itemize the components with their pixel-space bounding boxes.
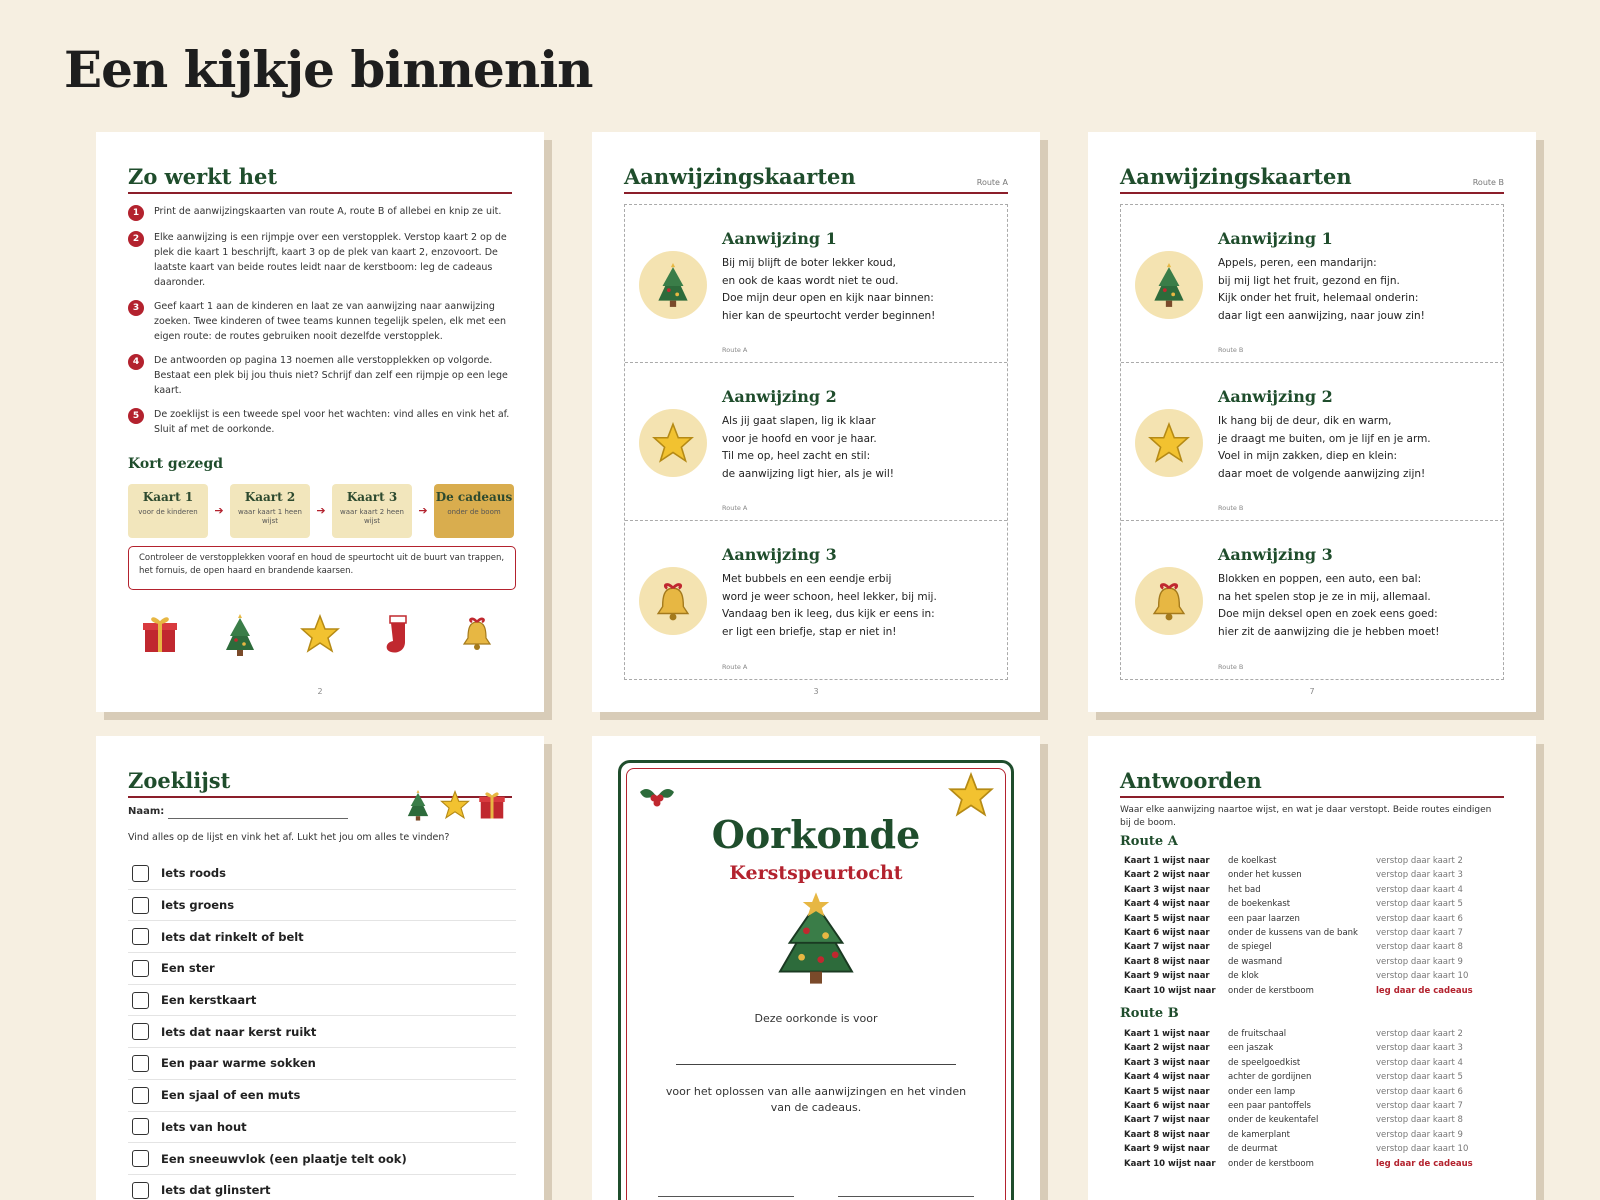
- checklist-item[interactable]: [128, 890, 516, 922]
- route-b-heading: Route B: [1120, 1006, 1179, 1021]
- steps-list: [128, 204, 516, 446]
- page-number: 7: [1309, 687, 1315, 696]
- page-oorkonde: [592, 736, 1040, 1200]
- flow-box-sub: voor de kinderen: [138, 508, 198, 516]
- star-icon: [440, 790, 470, 820]
- icon-circle: [1135, 251, 1203, 319]
- hiding-place: de kamerplant: [1228, 1129, 1290, 1140]
- checkbox[interactable]: [132, 1087, 149, 1104]
- star-icon: [300, 614, 340, 654]
- checklist-label: Een ster: [161, 961, 215, 976]
- table-row: [1124, 856, 1504, 870]
- action: verstop daar kaart 4: [1376, 884, 1463, 895]
- checklist-label: Een sneeuwvlok (een plaatje telt ook): [161, 1151, 407, 1166]
- checklist-label: Iets groens: [161, 898, 235, 913]
- action: verstop daar kaart 5: [1376, 1072, 1463, 1083]
- card-route-label: Route B: [1218, 504, 1244, 512]
- action: verstop daar kaart 6: [1376, 913, 1463, 924]
- certificate-subtitle: Kerstspeurtocht: [729, 862, 903, 884]
- certificate-for-text: Deze oorkonde is voor: [754, 1012, 878, 1025]
- action: verstop daar kaart 3: [1376, 1043, 1463, 1054]
- safety-note: Controleer de verstopplekken vooraf en houd de speurtocht uit de buurt van trappen, het fornuis, de open haard en brandende kaarsen.: [128, 546, 516, 590]
- flow-box: [332, 484, 412, 538]
- answers-intro: Waar elke aanwijzing naartoe wijst, en wat je daar verstopt. Beide routes eindigen bij de boom.: [1120, 805, 1492, 828]
- certificate-name-line[interactable]: [676, 1064, 956, 1065]
- step-item: [128, 353, 516, 398]
- step-number: 4: [128, 354, 144, 370]
- page-header: [1120, 160, 1504, 194]
- arrow-right-icon: ➔: [214, 504, 224, 517]
- card-label: Kaart 5 wijst naar: [1124, 1086, 1210, 1097]
- zoeklijst-intro: Vind alles op de lijst en vink het af. Lukt het jou om alles te vinden?: [128, 832, 450, 843]
- clue-title: Aanwijzing 3: [722, 545, 837, 564]
- card-label: Kaart 10 wijst naar: [1124, 1158, 1216, 1169]
- clue-line: Doe mijn deksel open en zoek eens goed:: [1218, 608, 1438, 620]
- flow-box: [128, 484, 208, 538]
- card-route-label: Route A: [722, 663, 748, 671]
- card-label: Kaart 7 wijst naar: [1124, 942, 1210, 953]
- icon-circle: [639, 409, 707, 477]
- card-label: Kaart 7 wijst naar: [1124, 1115, 1210, 1126]
- checkbox[interactable]: [132, 992, 149, 1009]
- hiding-place: de speelgoedkist: [1228, 1057, 1301, 1068]
- step-item: [128, 299, 516, 344]
- clue-cards: [1120, 204, 1504, 680]
- hiding-place: een paar pantoffels: [1228, 1100, 1311, 1111]
- clue-line: Ik hang bij de deur, dik en warm,: [1218, 415, 1392, 427]
- step-number: 2: [128, 231, 144, 247]
- table-row: [1124, 1029, 1504, 1043]
- clue-card: [625, 363, 1007, 521]
- clue-text: [722, 571, 997, 641]
- table-row: [1124, 957, 1504, 971]
- clue-card: [625, 521, 1007, 679]
- hiding-place: de deurmat: [1228, 1144, 1278, 1155]
- card-label: Kaart 4 wijst naar: [1124, 1072, 1210, 1083]
- flow-diagram: [128, 484, 516, 538]
- checklist-label: Een kerstkaart: [161, 993, 257, 1008]
- tree-icon: [222, 614, 258, 658]
- flow-box-sub: waar kaart 2 heen wijst: [340, 508, 404, 525]
- page-number: 3: [813, 687, 819, 696]
- step-number: 3: [128, 300, 144, 316]
- page-title: Aanwijzingskaarten: [1120, 164, 1352, 189]
- action: verstop daar kaart 9: [1376, 1129, 1463, 1140]
- tree-icon: [1149, 263, 1189, 309]
- checkbox[interactable]: [132, 1182, 149, 1199]
- header-icons: [404, 790, 508, 824]
- card-label: Kaart 8 wijst naar: [1124, 956, 1210, 967]
- clue-title: Aanwijzing 3: [1218, 545, 1333, 564]
- icon-circle: [1135, 567, 1203, 635]
- card-route-label: Route A: [722, 346, 748, 354]
- route-a-heading: Route A: [1120, 834, 1178, 849]
- checklist-item[interactable]: [128, 1048, 516, 1080]
- clue-title: Aanwijzing 2: [1218, 387, 1333, 406]
- checklist-item[interactable]: [128, 1143, 516, 1175]
- table-row: [1124, 899, 1504, 913]
- page-title: Antwoorden: [1120, 768, 1262, 793]
- flow-box-final: [434, 484, 514, 538]
- checklist: [128, 858, 516, 1200]
- tree-icon: [772, 890, 860, 986]
- clue-card: [1121, 363, 1503, 521]
- step-item: [128, 204, 516, 221]
- table-row: [1124, 1043, 1504, 1057]
- checklist-label: Iets dat naar kerst ruikt: [161, 1024, 317, 1039]
- table-row: [1124, 971, 1504, 985]
- clue-line: je draagt me buiten, om je lijf en je arm.: [1218, 432, 1431, 445]
- clue-line: hier zit de aanwijzing die je hebben moet!: [1218, 625, 1440, 638]
- action: verstop daar kaart 7: [1376, 927, 1463, 938]
- action: verstop daar kaart 3: [1376, 870, 1463, 881]
- checkbox[interactable]: [132, 897, 149, 914]
- icon-circle: [1135, 409, 1203, 477]
- name-label: Naam:: [128, 806, 165, 817]
- checklist-item[interactable]: [128, 1175, 516, 1200]
- action: verstop daar kaart 6: [1376, 1086, 1463, 1097]
- checklist-label: Iets dat rinkelt of belt: [161, 929, 304, 944]
- page-header: [1120, 764, 1504, 798]
- hiding-place: onder de keukentafel: [1228, 1115, 1319, 1126]
- card-route-label: Route B: [1218, 663, 1244, 671]
- gift-icon: [478, 790, 506, 820]
- hiding-place: de fruitschaal: [1228, 1029, 1287, 1039]
- clue-line: word je weer schoon, heel lekker, bij mij.: [722, 590, 937, 603]
- action: verstop daar kaart 7: [1376, 1100, 1463, 1111]
- clue-title: Aanwijzing 2: [722, 387, 837, 406]
- step-item: [128, 230, 516, 290]
- page-route-b: [1088, 132, 1536, 712]
- star-icon: [1148, 422, 1190, 464]
- action: verstop daar kaart 10: [1376, 971, 1469, 982]
- action: verstop daar kaart 9: [1376, 956, 1463, 967]
- hiding-place: onder de kerstboom: [1228, 985, 1314, 996]
- route-b-table: [1124, 1029, 1504, 1173]
- table-row: [1124, 1072, 1504, 1086]
- action: leg daar de cadeaus: [1376, 985, 1473, 996]
- clue-line: Vandaag ben ik leeg, dus kijk er eens in:: [722, 608, 935, 620]
- gift-icon: [142, 614, 178, 654]
- checkbox[interactable]: [132, 1118, 149, 1135]
- flow-box-sub: waar kaart 1 heen wijst: [238, 508, 302, 525]
- bell-icon: [460, 614, 494, 654]
- clue-line: Voel in mijn zakken, diep en klein:: [1218, 450, 1398, 462]
- clue-line: en ook de kaas wordt niet te oud.: [722, 274, 899, 287]
- clue-text: [1218, 255, 1493, 325]
- holly-icon: [636, 782, 678, 810]
- table-row: [1124, 1058, 1504, 1072]
- tree-icon: [404, 790, 432, 822]
- card-label: Kaart 2 wijst naar: [1124, 870, 1210, 881]
- table-row: [1124, 942, 1504, 956]
- hiding-place: de spiegel: [1228, 942, 1272, 953]
- route-label: Route A: [976, 178, 1008, 187]
- route-a-table: [1124, 856, 1504, 1000]
- action: verstop daar kaart 10: [1376, 1144, 1469, 1155]
- card-label: Kaart 6 wijst naar: [1124, 927, 1210, 938]
- checklist-label: Iets van hout: [161, 1119, 247, 1134]
- card-label: Kaart 8 wijst naar: [1124, 1129, 1210, 1140]
- checkbox[interactable]: [132, 928, 149, 945]
- page-how-it-works: [96, 132, 544, 712]
- hiding-place: een jaszak: [1228, 1043, 1274, 1054]
- flow-box-title: Kaart 3: [346, 490, 398, 504]
- card-label: Kaart 9 wijst naar: [1124, 1144, 1210, 1155]
- step-number: 5: [128, 408, 144, 424]
- checklist-item[interactable]: [128, 921, 516, 953]
- table-row: [1124, 1144, 1504, 1158]
- table-row: [1124, 1130, 1504, 1144]
- flow-box-title: De cadeaus: [435, 490, 513, 504]
- step-text: Geef kaart 1 aan de kinderen en laat ze van aanwijzing naar aanwijzing zoeken. Twee kinderen of twee teams kunnen tegelijk spelen, elk met een eigen route: de routes gebruiken nooit dezelfde verstopplek.: [154, 301, 507, 342]
- card-label: Kaart 3 wijst naar: [1124, 884, 1210, 895]
- bell-icon: [653, 579, 693, 625]
- checklist-item[interactable]: [128, 985, 516, 1017]
- hiding-place: het bad: [1228, 884, 1261, 895]
- icon-row: [128, 614, 516, 662]
- clue-line: voor je hoofd en voor je haar.: [722, 432, 877, 445]
- card-label: Kaart 2 wijst naar: [1124, 1043, 1210, 1054]
- action: verstop daar kaart 2: [1376, 856, 1463, 866]
- main-title: Een kijkje binnenin: [64, 40, 593, 99]
- hiding-place: de wasmand: [1228, 956, 1283, 967]
- clue-cards: [624, 204, 1008, 680]
- clue-text: [1218, 571, 1493, 641]
- date-line[interactable]: [838, 1196, 974, 1197]
- clue-line: er ligt een briefje, stap er niet in!: [722, 625, 897, 638]
- clue-line: de aanwijzing ligt hier, als je wil!: [722, 467, 894, 480]
- clue-card: [625, 205, 1007, 363]
- table-row: [1124, 870, 1504, 884]
- flow-box-title: Kaart 1: [142, 490, 194, 504]
- hiding-place: onder de kerstboom: [1228, 1158, 1314, 1169]
- checklist-label: Iets dat glinstert: [161, 1183, 271, 1198]
- checkbox[interactable]: [132, 865, 149, 882]
- card-label: Kaart 6 wijst naar: [1124, 1100, 1210, 1111]
- clue-line: na het spelen stop je ze in mij, allemaal.: [1218, 590, 1431, 603]
- page-title: Zo werkt het: [128, 164, 278, 189]
- step-number: 1: [128, 205, 144, 221]
- checklist-label: Een sjaal of een muts: [161, 1088, 301, 1103]
- hiding-place: achter de gordijnen: [1228, 1072, 1312, 1083]
- page-antwoorden: [1088, 736, 1536, 1200]
- card-label: Kaart 10 wijst naar: [1124, 985, 1216, 996]
- clue-line: Doe mijn deur open en kijk naar binnen:: [722, 292, 934, 304]
- action: verstop daar kaart 4: [1376, 1057, 1463, 1068]
- page-zoeklijst: [96, 736, 544, 1200]
- table-row: [1124, 1115, 1504, 1129]
- checkbox[interactable]: [132, 1150, 149, 1167]
- checklist-item[interactable]: [128, 1016, 516, 1048]
- clue-line: Til me op, heel zacht en stil:: [722, 450, 871, 462]
- hiding-place: onder de kussens van de bank: [1228, 927, 1358, 938]
- clue-line: Met bubbels en een eendje erbij: [722, 573, 892, 585]
- flow-box-title: Kaart 2: [244, 490, 296, 504]
- clue-card: [1121, 205, 1503, 363]
- step-text: Print de aanwijzingskaarten van route A, route B of allebei en knip ze uit.: [154, 206, 502, 217]
- page-number: 2: [317, 687, 323, 696]
- clue-line: bij mij ligt het fruit, gezond en fijn.: [1218, 274, 1400, 287]
- clue-line: Appels, peren, een mandarijn:: [1218, 257, 1377, 269]
- name-line[interactable]: [168, 818, 348, 819]
- clue-text: [722, 413, 997, 483]
- checkbox[interactable]: [132, 960, 149, 977]
- checklist-item[interactable]: [128, 858, 516, 890]
- page-header: [128, 160, 512, 194]
- action: verstop daar kaart 5: [1376, 899, 1463, 910]
- summary-title: Kort gezegd: [128, 456, 224, 472]
- table-row: [1124, 1159, 1504, 1173]
- hiding-place: de koelkast: [1228, 856, 1277, 866]
- clue-text: [722, 255, 997, 325]
- clue-card: [1121, 521, 1503, 679]
- step-item: [128, 407, 516, 437]
- stocking-icon: [384, 614, 414, 656]
- card-label: Kaart 3 wijst naar: [1124, 1057, 1210, 1068]
- certificate-body: voor het oplossen van alle aanwijzingen en het vinden van de cadeaus.: [665, 1085, 967, 1114]
- page-header: [624, 160, 1008, 194]
- flow-box: [230, 484, 310, 538]
- hiding-place: onder het kussen: [1228, 870, 1302, 881]
- tree-icon: [653, 263, 693, 309]
- clue-line: Blokken en poppen, een auto, een bal:: [1218, 573, 1422, 585]
- clue-line: daar ligt een aanwijzing, naar jouw zin!: [1218, 309, 1425, 322]
- clue-line: Kijk onder het fruit, helemaal onderin:: [1218, 292, 1419, 304]
- card-label: Kaart 1 wijst naar: [1124, 856, 1210, 866]
- page-title: Aanwijzingskaarten: [624, 164, 856, 189]
- checklist-item[interactable]: [128, 1112, 516, 1144]
- checkbox[interactable]: [132, 1055, 149, 1072]
- checkbox[interactable]: [132, 1023, 149, 1040]
- action: verstop daar kaart 2: [1376, 1029, 1463, 1039]
- card-label: Kaart 4 wijst naar: [1124, 899, 1210, 910]
- card-label: Kaart 9 wijst naar: [1124, 971, 1210, 982]
- action: verstop daar kaart 8: [1376, 942, 1463, 953]
- clue-line: daar moet de volgende aanwijzing zijn!: [1218, 467, 1426, 480]
- flow-box-sub: onder de boom: [447, 508, 501, 516]
- step-text: De antwoorden op pagina 13 noemen alle verstopplekken op volgorde. Bestaat een plek bij jou thuis niet? Schrijf dan zelf een rijmpje op een lege kaart.: [154, 355, 508, 396]
- checklist-item[interactable]: [128, 1080, 516, 1112]
- step-text: De zoeklijst is een tweede spel voor het wachten: vind alles en vink het af. Sluit af met de oorkonde.: [154, 409, 510, 435]
- hiding-place: de boekenkast: [1228, 899, 1291, 910]
- page-route-a: [592, 132, 1040, 712]
- clue-line: Als jij gaat slapen, lig ik klaar: [722, 415, 876, 427]
- signature-line[interactable]: [658, 1196, 794, 1197]
- card-route-label: Route B: [1218, 346, 1244, 354]
- hiding-place: de klok: [1228, 971, 1259, 982]
- arrow-right-icon: ➔: [316, 504, 326, 517]
- arrow-right-icon: ➔: [418, 504, 428, 517]
- checklist-label: Een paar warme sokken: [161, 1056, 316, 1071]
- hiding-place: onder een lamp: [1228, 1086, 1296, 1097]
- action: leg daar de cadeaus: [1376, 1158, 1473, 1169]
- clue-line: Bij mij blijft de boter lekker koud,: [722, 257, 897, 269]
- route-label: Route B: [1472, 178, 1504, 187]
- table-row: [1124, 928, 1504, 942]
- page-title: Zoeklijst: [128, 768, 231, 793]
- table-row: [1124, 885, 1504, 899]
- clue-title: Aanwijzing 1: [1218, 229, 1333, 248]
- icon-circle: [639, 567, 707, 635]
- step-text: Elke aanwijzing is een rijmpje over een verstopplek. Verstop kaart 2 op de plek die kaart 1 beschrijft, kaart 3 op de plek van kaart 2, enzovoort. De laatste kaart van beide routes leidt naar de kerstboom: leg de cadeaus daaronder.: [154, 232, 507, 288]
- clue-text: [1218, 413, 1493, 483]
- clue-title: Aanwijzing 1: [722, 229, 837, 248]
- checklist-item[interactable]: [128, 953, 516, 985]
- table-row: [1124, 914, 1504, 928]
- bell-icon: [1149, 579, 1189, 625]
- certificate-title: Oorkonde: [711, 812, 921, 857]
- table-row: [1124, 1101, 1504, 1115]
- icon-circle: [639, 251, 707, 319]
- table-row: [1124, 1087, 1504, 1101]
- table-row: [1124, 986, 1504, 1000]
- card-label: Kaart 1 wijst naar: [1124, 1029, 1210, 1039]
- card-route-label: Route A: [722, 504, 748, 512]
- star-icon: [652, 422, 694, 464]
- action: verstop daar kaart 8: [1376, 1115, 1463, 1126]
- clue-line: hier kan de speurtocht verder beginnen!: [722, 309, 936, 322]
- hiding-place: een paar laarzen: [1228, 913, 1300, 924]
- card-label: Kaart 5 wijst naar: [1124, 913, 1210, 924]
- checklist-label: Iets roods: [161, 866, 226, 881]
